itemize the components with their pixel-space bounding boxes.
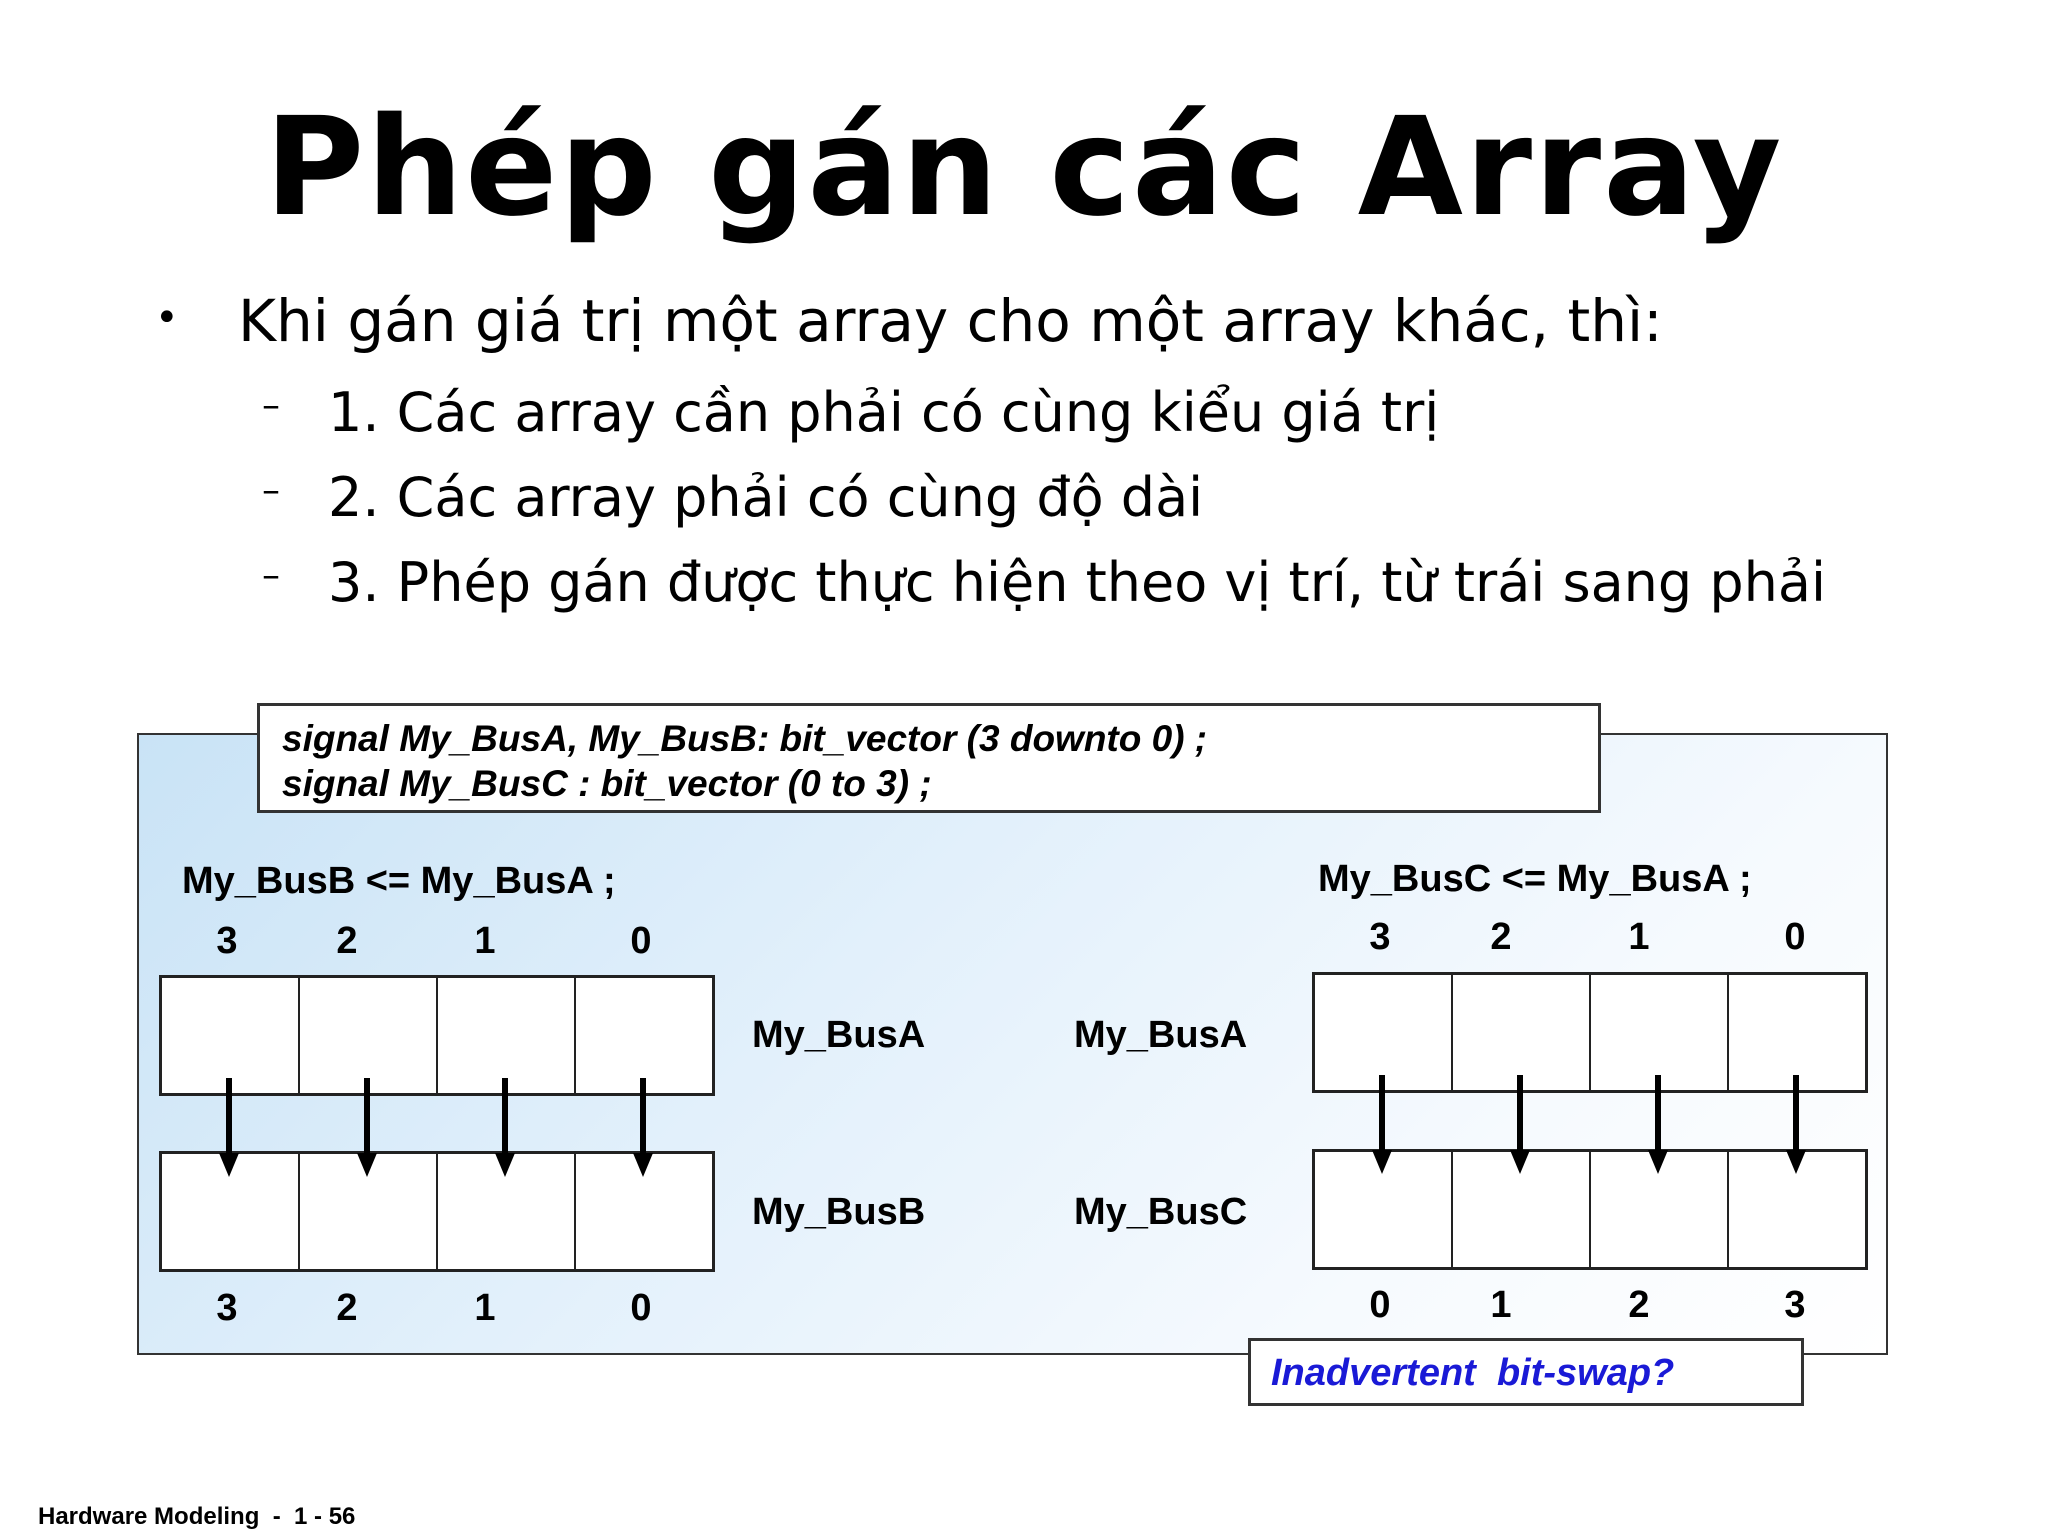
down-arrow-icon: [357, 1078, 377, 1177]
right-bottom-index: 0: [1369, 1284, 1391, 1326]
right-bottom-index: 3: [1784, 1284, 1806, 1326]
left-target-label: My_BusB: [752, 1191, 926, 1233]
down-arrow-icon: [1648, 1075, 1668, 1174]
bullet-text: Khi gán giá trị một array cho một array khác, thì:: [238, 287, 1663, 355]
right-arrows: [1312, 1072, 1872, 1182]
left-bottom-index: 2: [336, 1287, 358, 1329]
slide-footer: Hardware Modeling - 1 - 56: [38, 1503, 356, 1530]
code-line-2: signal My_BusC : bit_vector (0 to 3) ;: [282, 763, 932, 804]
down-arrow-icon: [219, 1078, 239, 1177]
dash-marker: –: [262, 385, 280, 426]
left-top-index: 2: [336, 920, 358, 962]
right-statement: My_BusC <= My_BusA ;: [1318, 858, 1752, 900]
down-arrow-icon: [495, 1078, 515, 1177]
sub-item-2: 2. Các array phải có cùng độ dài: [328, 466, 1204, 529]
code-line-1: signal My_BusA, My_BusB: bit_vector (3 downto 0) ;: [282, 718, 1208, 759]
right-top-index: 3: [1369, 916, 1391, 958]
left-bottom-index: 0: [630, 1287, 652, 1329]
bit-swap-note: Inadvertent bit-swap?: [1248, 1338, 1804, 1406]
left-top-index: 0: [630, 920, 652, 962]
right-top-index: 1: [1628, 916, 1650, 958]
dash-marker: –: [262, 470, 280, 511]
left-statement: My_BusB <= My_BusA ;: [182, 860, 616, 902]
code-box: [257, 703, 1601, 813]
right-top-index: 2: [1490, 916, 1512, 958]
left-bottom-index: 1: [474, 1287, 496, 1329]
down-arrow-icon: [633, 1078, 653, 1177]
left-source-label: My_BusA: [752, 1014, 926, 1056]
down-arrow-icon: [1510, 1075, 1530, 1174]
slide-title: Phép gán các Array: [264, 89, 1784, 247]
down-arrow-icon: [1786, 1075, 1806, 1174]
right-bottom-index: 2: [1628, 1284, 1650, 1326]
left-bottom-index: 3: [216, 1287, 238, 1329]
bullet-dot: •: [155, 295, 179, 341]
right-source-label: My_BusA: [1074, 1014, 1248, 1056]
right-bottom-index: 1: [1490, 1284, 1512, 1326]
left-arrows: [159, 1075, 719, 1185]
sub-item-3: 3. Phép gán được thực hiện theo vị trí, từ trái sang phải: [328, 551, 1826, 614]
right-target-label: My_BusC: [1074, 1191, 1248, 1233]
sub-item-1: 1. Các array cần phải có cùng kiểu giá trị: [328, 381, 1440, 444]
right-top-index: 0: [1784, 916, 1806, 958]
left-top-index: 1: [474, 920, 496, 962]
dash-marker: –: [262, 555, 280, 596]
down-arrow-icon: [1372, 1075, 1392, 1174]
left-top-index: 3: [216, 920, 238, 962]
